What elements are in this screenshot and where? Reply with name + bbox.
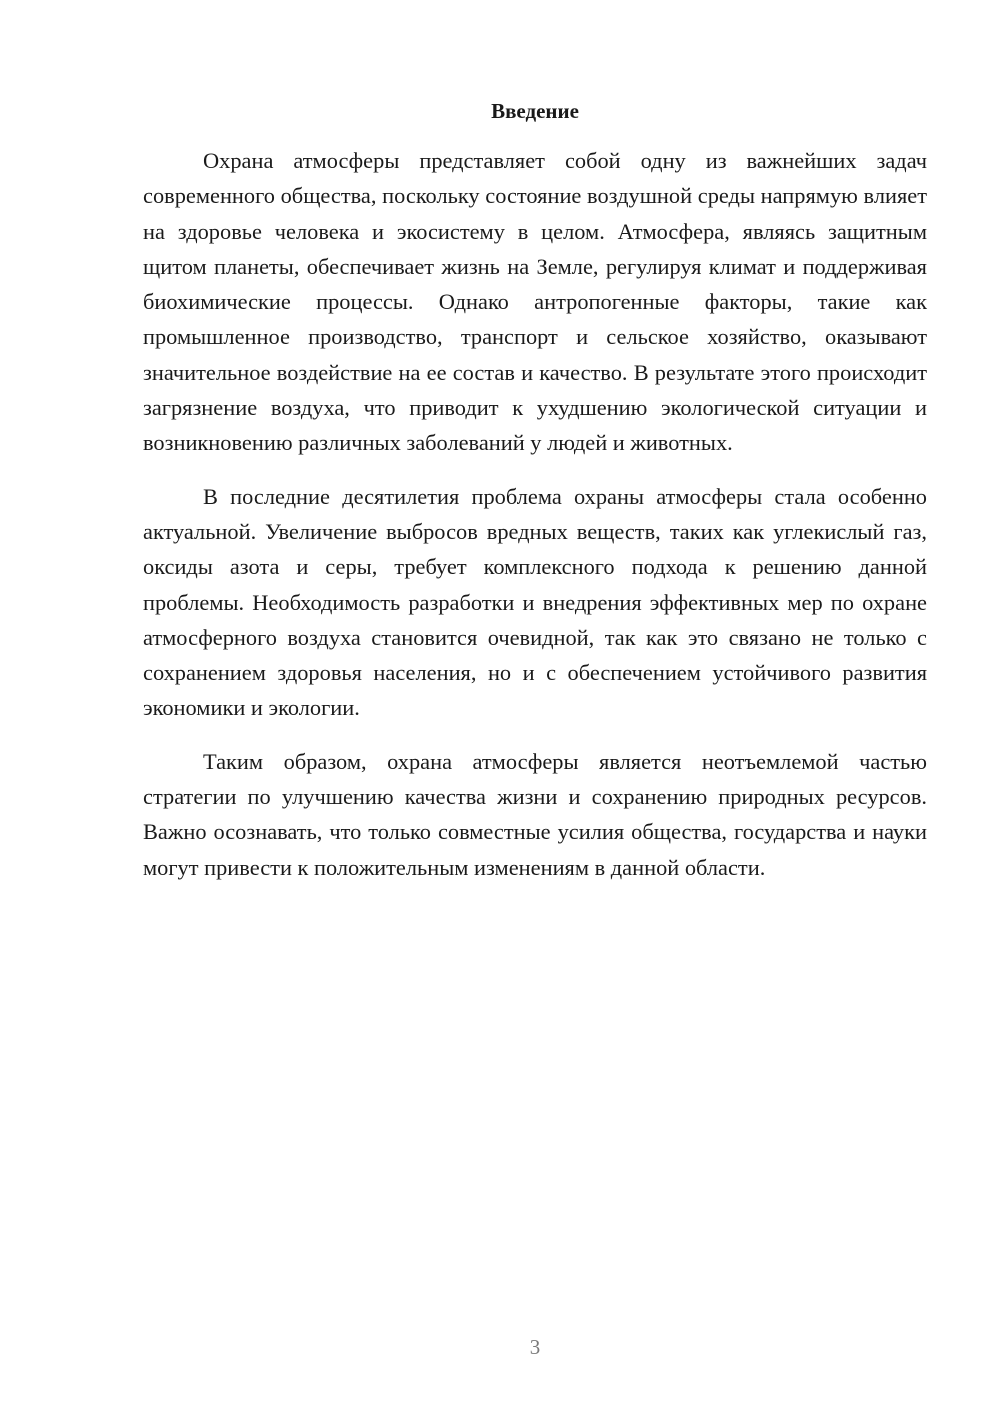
paragraph-3: Таким образом, охрана атмосферы является неотъемлемой частью стратегии по улучшению качества жизни и сохранению природных ресурсов. Важно осознавать, что только совместные усилия общества, государства и науки могут привести к положительным изменениям в данной области. [143,748,927,880]
page-title: Введение [491,99,579,123]
paragraph-2: В последние десятилетия проблема охраны атмосферы стала особенно актуальной. Увеличение выбросов вредных веществ, таких как углекислый газ, оксиды азота и серы, требует комплексного подхода к решению данной проблемы. Необходимость разработки и внедрения эффективных мер по охране атмосферного воздуха становится очевидной, так как это связано не только с сохранением здоровья населения, но и с обеспечением устойчивого развития экономики и экологии. [143,483,927,721]
page-number: 3 [529,1335,541,1359]
document-body [143,143,927,903]
paragraph-1: Охрана атмосферы представляет собой одну из важнейших задач современного общества, поскольку состояние воздушной среды напрямую влияет на здоровье человека и экосистему в целом. Атмосфера, являясь защитным щитом планеты, обеспечивает жизнь на Земле, регулируя климат и поддерживая биохимические процессы. Однако антропогенные факторы, такие как промышленное производство, транспорт и сельское хозяйство, оказывают значительное воздействие на ее состав и качество. В результате этого происходит загрязнение воздуха, что приводит к ухудшению экологической ситуации и возникновению различных заболеваний у людей и животных. [143,148,927,456]
